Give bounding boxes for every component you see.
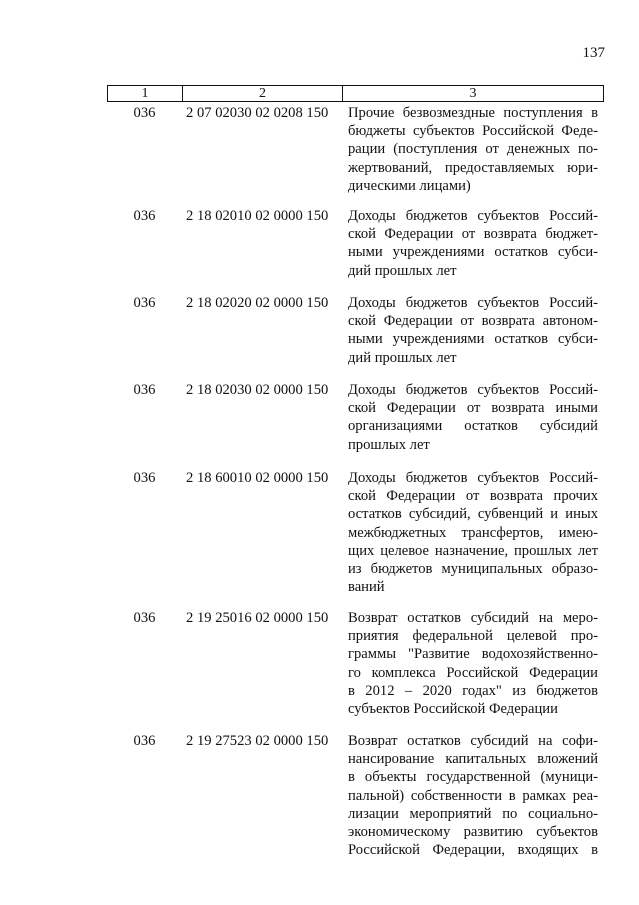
description-line: организациями остатков субсидий [348,418,598,435]
admin-code: 036 [133,105,156,121]
admin-code: 036 [133,382,156,398]
description-line: дий прошлых лет [348,262,457,279]
description-line: щих целевое назначение, прошлых лет [348,542,598,559]
description-line: пальной) собственности в рамках реа- [348,787,598,804]
income-description [342,381,604,469]
table-header [107,85,604,102]
description-line: в объекты государственной (муници- [348,769,598,786]
admin-code: 036 [133,208,156,224]
description-line: остатков субсидий, субвенций и иных [348,506,598,523]
table-row [107,207,604,294]
description-line: Прочие безвозмездные поступления в [348,105,598,121]
description-line: экономическому развитию субъектов [348,824,598,841]
header-col-3: 3 [469,86,477,101]
description-line: дическими лицами) [348,177,471,194]
description-line: ваний [348,579,385,596]
description-line: дий прошлых лет [348,349,457,366]
description-line: граммы "Развитие водохозяйственно- [348,646,598,663]
table-row [107,104,604,207]
kbk-code: 2 18 60010 02 0000 150 [186,470,329,486]
admin-code: 036 [133,610,156,626]
admin-code: 036 [133,470,156,486]
table-body [107,104,604,862]
kbk-code: 2 19 27523 02 0000 150 [186,733,329,749]
description-line: ской Федерации от возврата автоном- [348,313,598,330]
description-line: Возврат остатков субсидий на меро- [348,610,598,626]
kbk-code: 2 18 02020 02 0000 150 [186,295,329,311]
description-line: прошлых лет [348,436,430,453]
description-line: ской Федерации от возврата иными [348,400,598,417]
admin-code: 036 [133,733,156,749]
income-description [342,732,604,862]
kbk-code: 2 19 25016 02 0000 150 [186,610,329,626]
header-col-2: 2 [183,86,343,101]
description-line: Возврат остатков субсидий на софи- [348,733,598,749]
description-line: приятия федеральной целевой про- [348,628,598,645]
income-description [342,294,604,381]
description-line: лизации мероприятий по социально- [348,805,598,822]
description-line: ными учреждениями остатков субси- [348,244,598,261]
description-line: Российской Федерации, входящих в [348,842,598,859]
table-row [107,381,604,469]
description-line: из бюджетов муниципальных образо- [348,561,598,578]
description-line: в 2012 – 2020 годах" из бюджетов [348,682,598,699]
description-line: бюджеты субъектов Российской Феде- [348,123,598,140]
description-line: Доходы бюджетов субъектов Россий- [348,295,598,311]
income-description [342,207,604,294]
description-line: жертвований, предоставляемых юри- [348,159,598,176]
description-line: межбюджетных трансфертов, имею- [348,524,598,541]
description-line: Доходы бюджетов субъектов Россий- [348,382,598,398]
table-row [107,294,604,381]
income-description [342,469,604,609]
income-description [342,104,604,207]
income-description [342,609,604,732]
description-line: Доходы бюджетов субъектов Россий- [348,208,598,224]
description-line: субъектов Российской Федерации [348,701,558,718]
description-line: рации (поступления от денежных по- [348,141,598,158]
description-line: ской Федерации от возврата прочих [348,488,598,505]
kbk-code: 2 18 02030 02 0000 150 [186,382,329,398]
description-line: нансирование капитальных вложений [348,751,598,768]
table-row [107,609,604,732]
admin-code: 036 [133,295,156,311]
kbk-code: 2 18 02010 02 0000 150 [186,208,329,224]
table-row [107,732,604,862]
description-line: го комплекса Российской Федерации [348,664,598,681]
header-col-1: 1 [108,86,183,101]
page-number: 137 [582,45,605,61]
description-line: ными учреждениями остатков субси- [348,331,598,348]
table-row [107,469,604,609]
kbk-code: 2 07 02030 02 0208 150 [186,105,329,121]
description-line: Доходы бюджетов субъектов Россий- [348,470,598,486]
description-line: ской Федерации от возврата бюджет- [348,226,598,243]
